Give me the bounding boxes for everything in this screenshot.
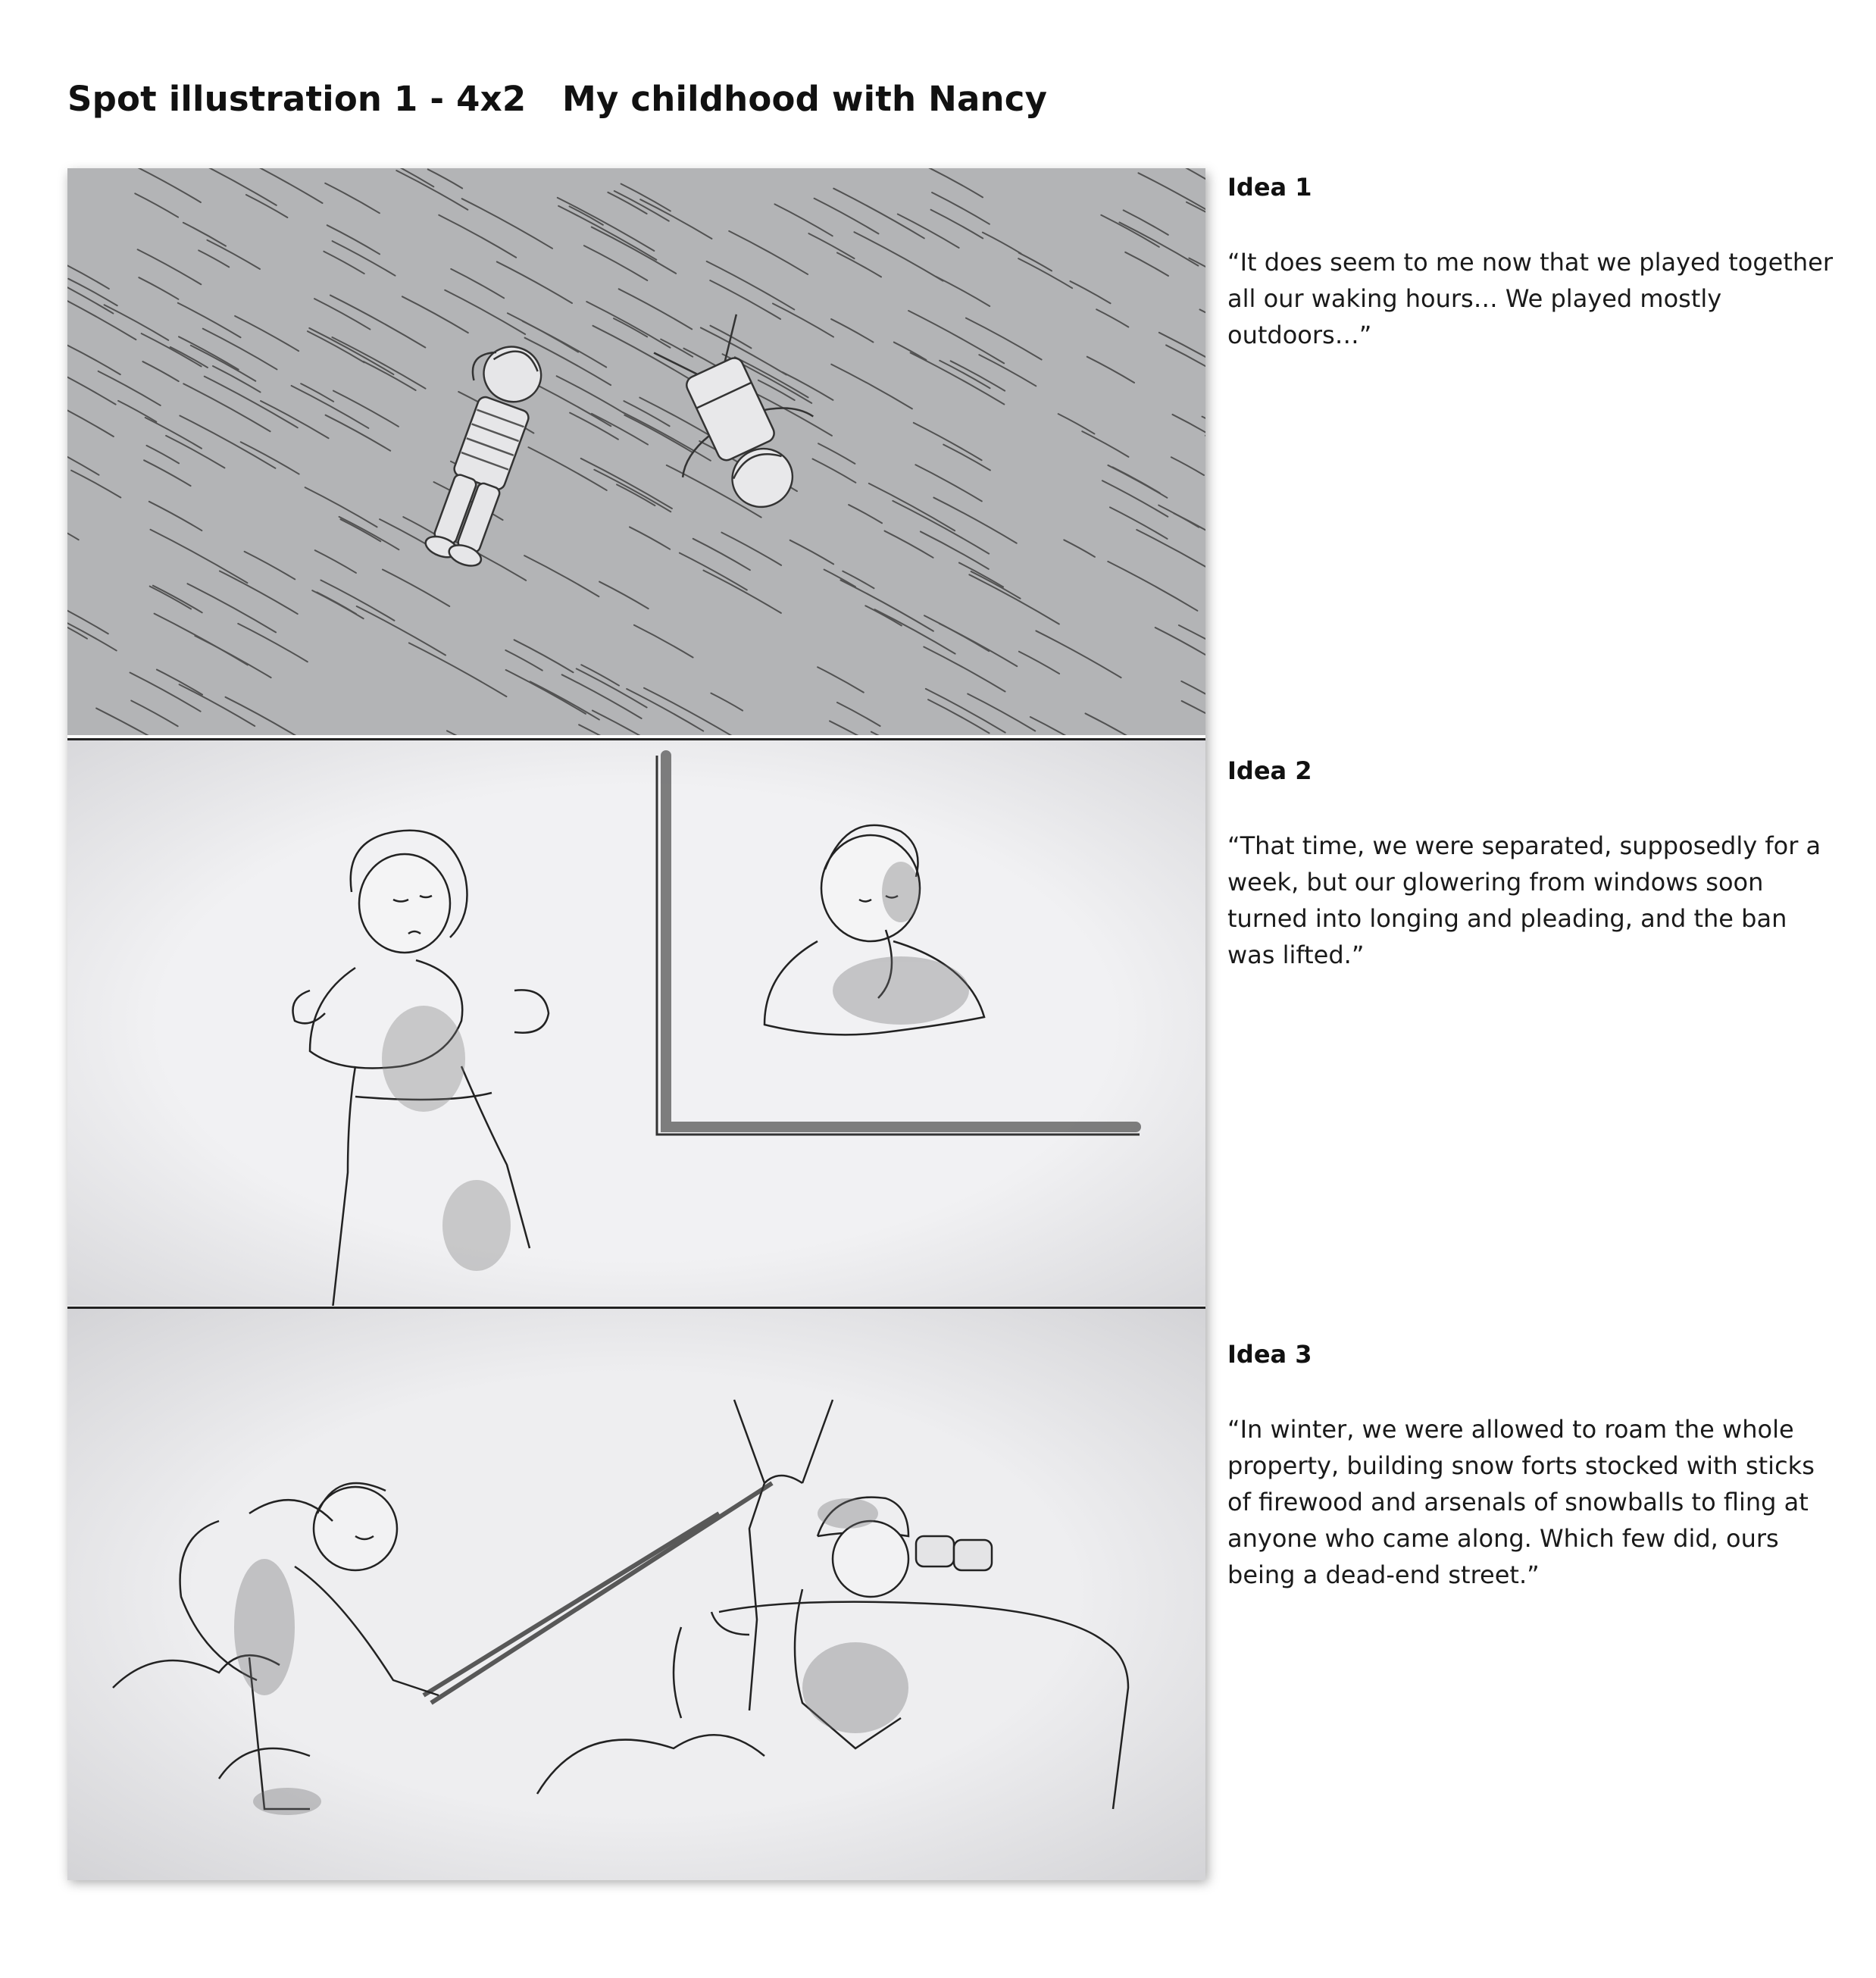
idea-1-quote: “It does seem to me now that we played together all our waking hours… We played mostly outdoors…” [1227, 248, 1833, 349]
page-title: Spot illustration 1 - 4x2 My childhood with Nancy [67, 79, 1048, 119]
idea-3-quote: “In winter, we were allowed to roam the whole property, building snow forts stocked with sticks of firewood and arsenals of snowballs to fling at anyone who came along. Which few did, ours being a dead-end street.” [1227, 1415, 1815, 1589]
slingshot-sketch [67, 1309, 1205, 1880]
grass-kids-sketch [67, 168, 1205, 735]
sketch-panel-2 [67, 738, 1205, 1306]
idea-2-heading: Idea 2 [1227, 756, 1312, 785]
idea-2-quote: “That time, we were separated, supposedly for a week, but our glowering from windows soon turned into longing and pleading, and the ban was lifted.” [1227, 831, 1821, 969]
idea-3-heading: Idea 3 [1227, 1340, 1312, 1369]
window-sketch [67, 740, 1205, 1306]
idea-1 [1227, 172, 1834, 353]
idea-3 [1227, 1339, 1834, 1593]
sketch-panel-3 [67, 1307, 1205, 1880]
sketch-panel-1 [67, 168, 1205, 735]
storyboard [67, 168, 1205, 1878]
idea-1-heading: Idea 1 [1227, 173, 1312, 202]
idea-2 [1227, 756, 1834, 973]
